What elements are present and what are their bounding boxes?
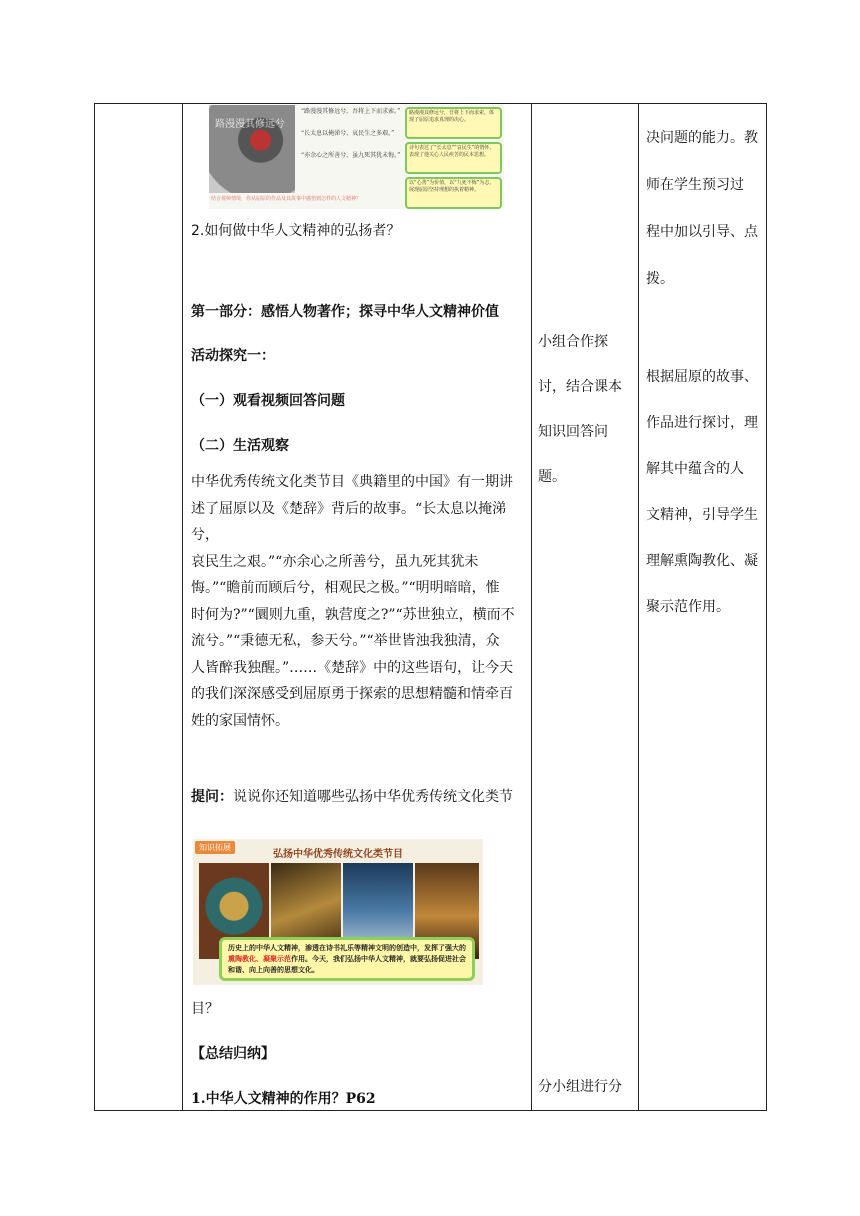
verse-item: “长太息以掩涕兮，哀民生之多艰。” bbox=[301, 130, 395, 137]
intent-line: 理解熏陶教化、凝 bbox=[646, 553, 758, 569]
summary-note bbox=[219, 937, 475, 981]
verse-item: “亦余心之所善兮，虽九死其犹未悔。” bbox=[301, 152, 401, 159]
paragraph-line: 时何为?”“圜则九重，孰营度之?”“苏世独立，横而不 bbox=[191, 606, 515, 623]
paragraph-line: 流兮。”“秉德无私，参天兮。”“举世皆浊我独清，众 bbox=[191, 633, 500, 649]
image-caption: 结合视频情境，你从屈原的作品及其故事中感悟到怎样的人文精神？ bbox=[211, 196, 362, 202]
photo-calligraphy: 路漫漫其修远兮 bbox=[215, 119, 285, 130]
note-text: 历史上的中华人文精神，渗透在诗书礼乐等精神文明的创造中，发挥了强大的 bbox=[228, 944, 466, 952]
paragraph-line: 姓的家国情怀。 bbox=[191, 712, 289, 729]
question-text: 说说你还知道哪些弘扬中华优秀传统文化类节 bbox=[233, 789, 513, 805]
intent-text-2 bbox=[646, 354, 765, 630]
question-1: 1.中华人文精神的作用？P62 bbox=[191, 1091, 376, 1107]
story-paragraph bbox=[191, 469, 523, 734]
note-highlight: 熏陶教化、凝聚示范 bbox=[228, 955, 291, 963]
intent-line: 聚示范作用。 bbox=[646, 599, 730, 615]
summary-heading: 【总结归纳】 bbox=[191, 1046, 275, 1062]
traditional-culture-image bbox=[193, 839, 483, 985]
intent-line: 解其中蕴含的人 bbox=[646, 461, 744, 477]
student-line: 讨，结合课本 bbox=[538, 379, 622, 395]
quyuan-video-image bbox=[209, 105, 504, 209]
intent-line: 拨。 bbox=[646, 271, 674, 287]
paragraph-line: 哀民生之艰。”“亦余心之所善兮，虽九死其犹未 bbox=[191, 553, 479, 570]
question-tail: 目？ bbox=[191, 1001, 219, 1017]
student-line: 知识回答问 bbox=[538, 424, 608, 440]
question-2: 2.如何做中华人文精神的弘扬者？ bbox=[191, 223, 401, 239]
part-1-heading: 第一部分：感悟人物著作；探寻中华人文精神价值 bbox=[191, 304, 499, 320]
verse-item: “路漫漫其修远兮，吾将上下而求索。” bbox=[301, 108, 401, 115]
intent-text-1 bbox=[646, 115, 765, 303]
knowledge-badge: 知识拓展 bbox=[195, 841, 235, 854]
note-box: 诗句表达了“长太息”“哀民生”的情怀，表现了他关心人民疾苦的民本思想。 bbox=[405, 142, 502, 174]
activity-1-heading: 活动探究一： bbox=[191, 348, 275, 364]
student-line: 小组合作探 bbox=[538, 334, 608, 350]
subheading-video: （一）观看视频回答问题 bbox=[191, 393, 345, 409]
student-activity-text bbox=[538, 320, 636, 500]
note-text: 作用。今天，我们弘扬中华人文精神，就要弘扬促进社会和谐、向上向善的思想文化。 bbox=[228, 955, 466, 974]
intent-line: 文精神，引导学生 bbox=[646, 507, 758, 523]
intent-line: 程中加以引导、点 bbox=[646, 224, 758, 240]
paragraph-line: 人皆醉我独醒。”……《楚辞》中的这些语句，让今天 bbox=[191, 659, 514, 676]
intent-line: 师在学生预习过 bbox=[646, 177, 744, 193]
note-list bbox=[405, 107, 502, 209]
question-prompt bbox=[191, 784, 523, 810]
paragraph-line: 述了屈原以及《楚辞》背后的故事。“长太息以掩涕兮， bbox=[191, 500, 507, 543]
quyuan-photo bbox=[209, 105, 295, 193]
intent-line: 决问题的能力。教 bbox=[646, 130, 758, 146]
student-activity-column bbox=[532, 104, 638, 1110]
intent-line: 作品进行探讨，理 bbox=[646, 415, 758, 431]
design-intent-column bbox=[639, 104, 767, 1110]
paragraph-line: 悔。”“瞻前而顾后兮，相观民之极。”“明明暗暗，惟 bbox=[191, 580, 500, 596]
note-box: 路漫漫其修远兮，吾将上下而求索，体现了屈原追求真理的决心。 bbox=[405, 107, 502, 139]
verse-list bbox=[301, 107, 401, 173]
subheading-observation: （二）生活观察 bbox=[191, 438, 289, 454]
image-title: 弘扬中华优秀传统文化类节目 bbox=[273, 849, 403, 860]
question-label: 提问： bbox=[191, 789, 233, 805]
intent-line: 根据屈原的故事、 bbox=[646, 369, 758, 385]
student-line-group: 分小组进行分 bbox=[538, 1079, 622, 1095]
note-box: 以“心善”为价值，以“九死不悔”为志，展现屈原坚持理想的执着精神。 bbox=[405, 177, 502, 209]
teaching-content-column bbox=[183, 104, 531, 1110]
student-line: 题。 bbox=[538, 469, 566, 485]
paragraph-line: 中华优秀传统文化类节目《典籍里的中国》有一期讲 bbox=[191, 474, 513, 490]
lesson-table bbox=[94, 103, 767, 1111]
paragraph-line: 的我们深深感受到屈原勇于探索的思想精髓和情牵百 bbox=[191, 686, 513, 702]
